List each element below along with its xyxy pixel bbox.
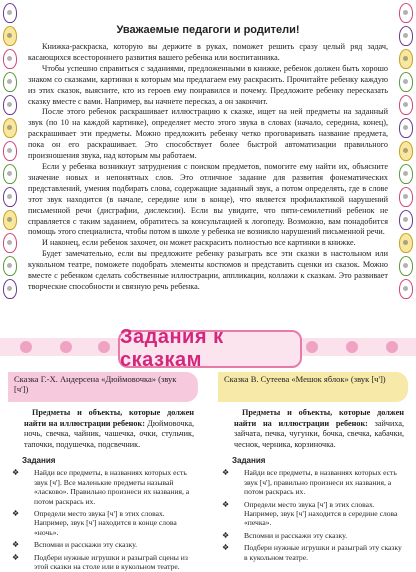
task-text: Определи место звука [ч'] в этих словах. Например, звук [ч'] находится в середине слова «печка». <box>244 499 398 528</box>
tale-objects-lead: Предметы и объекты, которые должен найти на иллюстрации ребенок: <box>234 408 404 428</box>
egg-ornament-icon <box>3 141 17 161</box>
tale-objects-text <box>218 402 408 450</box>
egg-ornament-icon <box>399 233 413 253</box>
tale-heading: Сказка Г.-Х. Андерсена «Дюймовочка» (звук [ч']) <box>8 372 198 402</box>
banner-dot-icon <box>20 341 32 353</box>
intro-letter <box>28 24 388 293</box>
intro-paragraph: Чтобы успешно справиться с заданиями, предложенными в книжке, ребенок должен быть хорошо знаком со сказками, картинки к которым мы предлагаем ему раскрасить. Прочитайте ребенку каждую из этих сказок, выясните, кто из героев ему понравился и почему. Предложите ребенку пересказать сказку вместе с вами. Например, вы начнете пересказ, а он закончит. <box>28 63 388 106</box>
task-text: Найди все предметы, в названиях которых есть звук [ч']. Все маленькие предметы называй «ласково». Правильно произнеси их названия, а потом раскрась их. <box>34 468 190 506</box>
task-text: Вспомни и расскажи эту сказку. <box>244 530 348 540</box>
egg-ornament-icon <box>3 3 17 23</box>
egg-ornament-icon <box>3 233 17 253</box>
tasks-heading: Задания <box>22 456 56 466</box>
task-item <box>218 500 408 528</box>
task-item <box>218 543 408 562</box>
task-item <box>8 468 198 506</box>
banner-dot-icon <box>60 341 72 353</box>
egg-ornament-icon <box>3 72 17 92</box>
egg-ornament-icon <box>3 279 17 299</box>
bullet-icon: ❖ <box>222 543 230 553</box>
banner-dot-icon <box>98 341 110 353</box>
egg-ornament-icon <box>3 49 17 69</box>
tale-heading: Сказка В. Сутеева «Мешок яблок» (звук [ч']) <box>218 372 408 402</box>
task-item <box>8 509 198 537</box>
intro-paragraph: Будет замечательно, если вы предложите ребенку разыграть все эти сказки в настольном или кукольном театре, поможете подобрать элементы костюмов и представить сценки из сказок. Можно вместе с ребенком сделать собственные иллюстрации, аппликации, коллажи к сказкам. Это развивает творческие способности и связную речь ребенка. <box>28 249 388 291</box>
tale-objects-text <box>8 402 198 450</box>
tale-column-thumbelina <box>8 372 198 571</box>
egg-ornament-icon <box>399 256 413 276</box>
egg-ornament-icon <box>399 141 413 161</box>
intro-paragraph: После этого ребенок раскрашивает иллюстрацию к сказке, ищет на ней предметы на заданный звук (по 10 на каждой картинке), определяет место этого звука в словах (начало, середина, конец), раскрашивает эти предметы. Можно предложить ребенку четко проговаривать название предмета, пока он его раскрашивает. Это способствует более быстрой автоматизации правильного произношения звука, над которым мы работаем. <box>28 107 388 161</box>
egg-ornament-icon <box>399 72 413 92</box>
egg-ornament-icon <box>399 49 413 69</box>
task-text: Подбери нужные игрушки и разыграй сцены из этой сказки на столе или в кукольном театре. <box>34 552 188 572</box>
banner-dot-icon <box>306 341 318 353</box>
left-ornament-border <box>0 0 20 322</box>
bullet-icon: ❖ <box>222 530 230 540</box>
banner-dot-icon <box>386 341 398 353</box>
task-item <box>218 468 408 496</box>
right-ornament-border <box>396 0 416 322</box>
egg-ornament-icon <box>399 279 413 299</box>
intro-paragraph: И наконец, если ребенок захочет, он может раскрасить полностью все картинки в книжке. <box>42 238 356 248</box>
egg-ornament-icon <box>399 187 413 207</box>
intro-paragraph: Книжка-раскраска, которую вы держите в руках, поможет решить сразу целый ряд задач, касающихся всестороннего развития вашего ребенка или воспитанника. <box>28 42 388 62</box>
bullet-icon: ❖ <box>12 509 20 518</box>
task-text: Определи место звука [ч'] в этих словах. Например, звук [ч'] находится в конце слова «ночь». <box>34 509 177 537</box>
bullet-icon: ❖ <box>12 468 20 478</box>
egg-ornament-icon <box>399 164 413 184</box>
intro-paragraph: Если у ребенка возникнут затруднения с поиском предметов, помогите ему найти их, объясните значение новых и непонятных слов. Это отличное задание для развития фонематических представлений, умения подбирать слова, содержащие заданный звук, а потом определять, где в слове этот звук находится (в начале, середине или в конце), что является профилактикой нарушений письменной речи (дисграфии, дислексии). Если вы увидите, что пяти-семилетний ребенок не справляется с таким заданием, обратитесь за консультацией к логопеду. Возможно, вам понадобится помощь этого специалиста, чтобы потом в школе у ребенка не возникло нарушений письменной речи. <box>28 161 388 237</box>
egg-ornament-icon <box>3 95 17 115</box>
tale-column-bag-of-apples <box>218 372 408 562</box>
egg-ornament-icon <box>3 164 17 184</box>
egg-ornament-icon <box>3 118 17 138</box>
egg-ornament-icon <box>399 26 413 46</box>
egg-ornament-icon <box>3 187 17 207</box>
egg-ornament-icon <box>3 210 17 230</box>
egg-ornament-icon <box>399 95 413 115</box>
egg-ornament-icon <box>3 26 17 46</box>
egg-ornament-icon <box>399 3 413 23</box>
egg-ornament-icon <box>399 210 413 230</box>
tale-objects-list: зайчиха, зайчата, печка, чугунки, бочка, свечка, кабачки, чеснок, черника, корзиночка. <box>234 418 405 449</box>
task-item <box>8 540 198 549</box>
tale-objects-list: Дюймовочка, ночь, свечка, чайник, чашечка, очки, стульчик, тапочки, подушечка, подсвечник. <box>24 418 194 449</box>
bullet-icon: ❖ <box>12 540 20 550</box>
bullet-icon: ❖ <box>12 552 20 562</box>
task-item <box>218 531 408 540</box>
banner-dot-icon <box>346 341 358 353</box>
egg-ornament-icon <box>3 256 17 276</box>
bullet-icon: ❖ <box>222 468 230 478</box>
tale-objects-lead: Предметы и объекты, которые должен найти на иллюстрации ребенок: <box>24 408 194 428</box>
task-item <box>8 553 198 572</box>
task-text: Найди все предметы, в названиях которых есть звук [ч'], правильно произнеси их названия, а потом раскрась их. <box>244 468 397 497</box>
task-text: Подбери нужные игрушки и разыграй эту сказку в кукольном театре. <box>244 543 402 562</box>
egg-ornament-icon <box>399 118 413 138</box>
intro-title: Уважаемые педагоги и родители! <box>116 24 300 36</box>
tasks-banner <box>118 326 302 371</box>
bullet-icon: ❖ <box>222 499 230 509</box>
tasks-heading: Задания <box>232 456 266 466</box>
task-text: Вспомни и расскажи эту сказку. <box>34 540 138 550</box>
tasks-banner-title: Задания к сказкам <box>120 326 224 371</box>
